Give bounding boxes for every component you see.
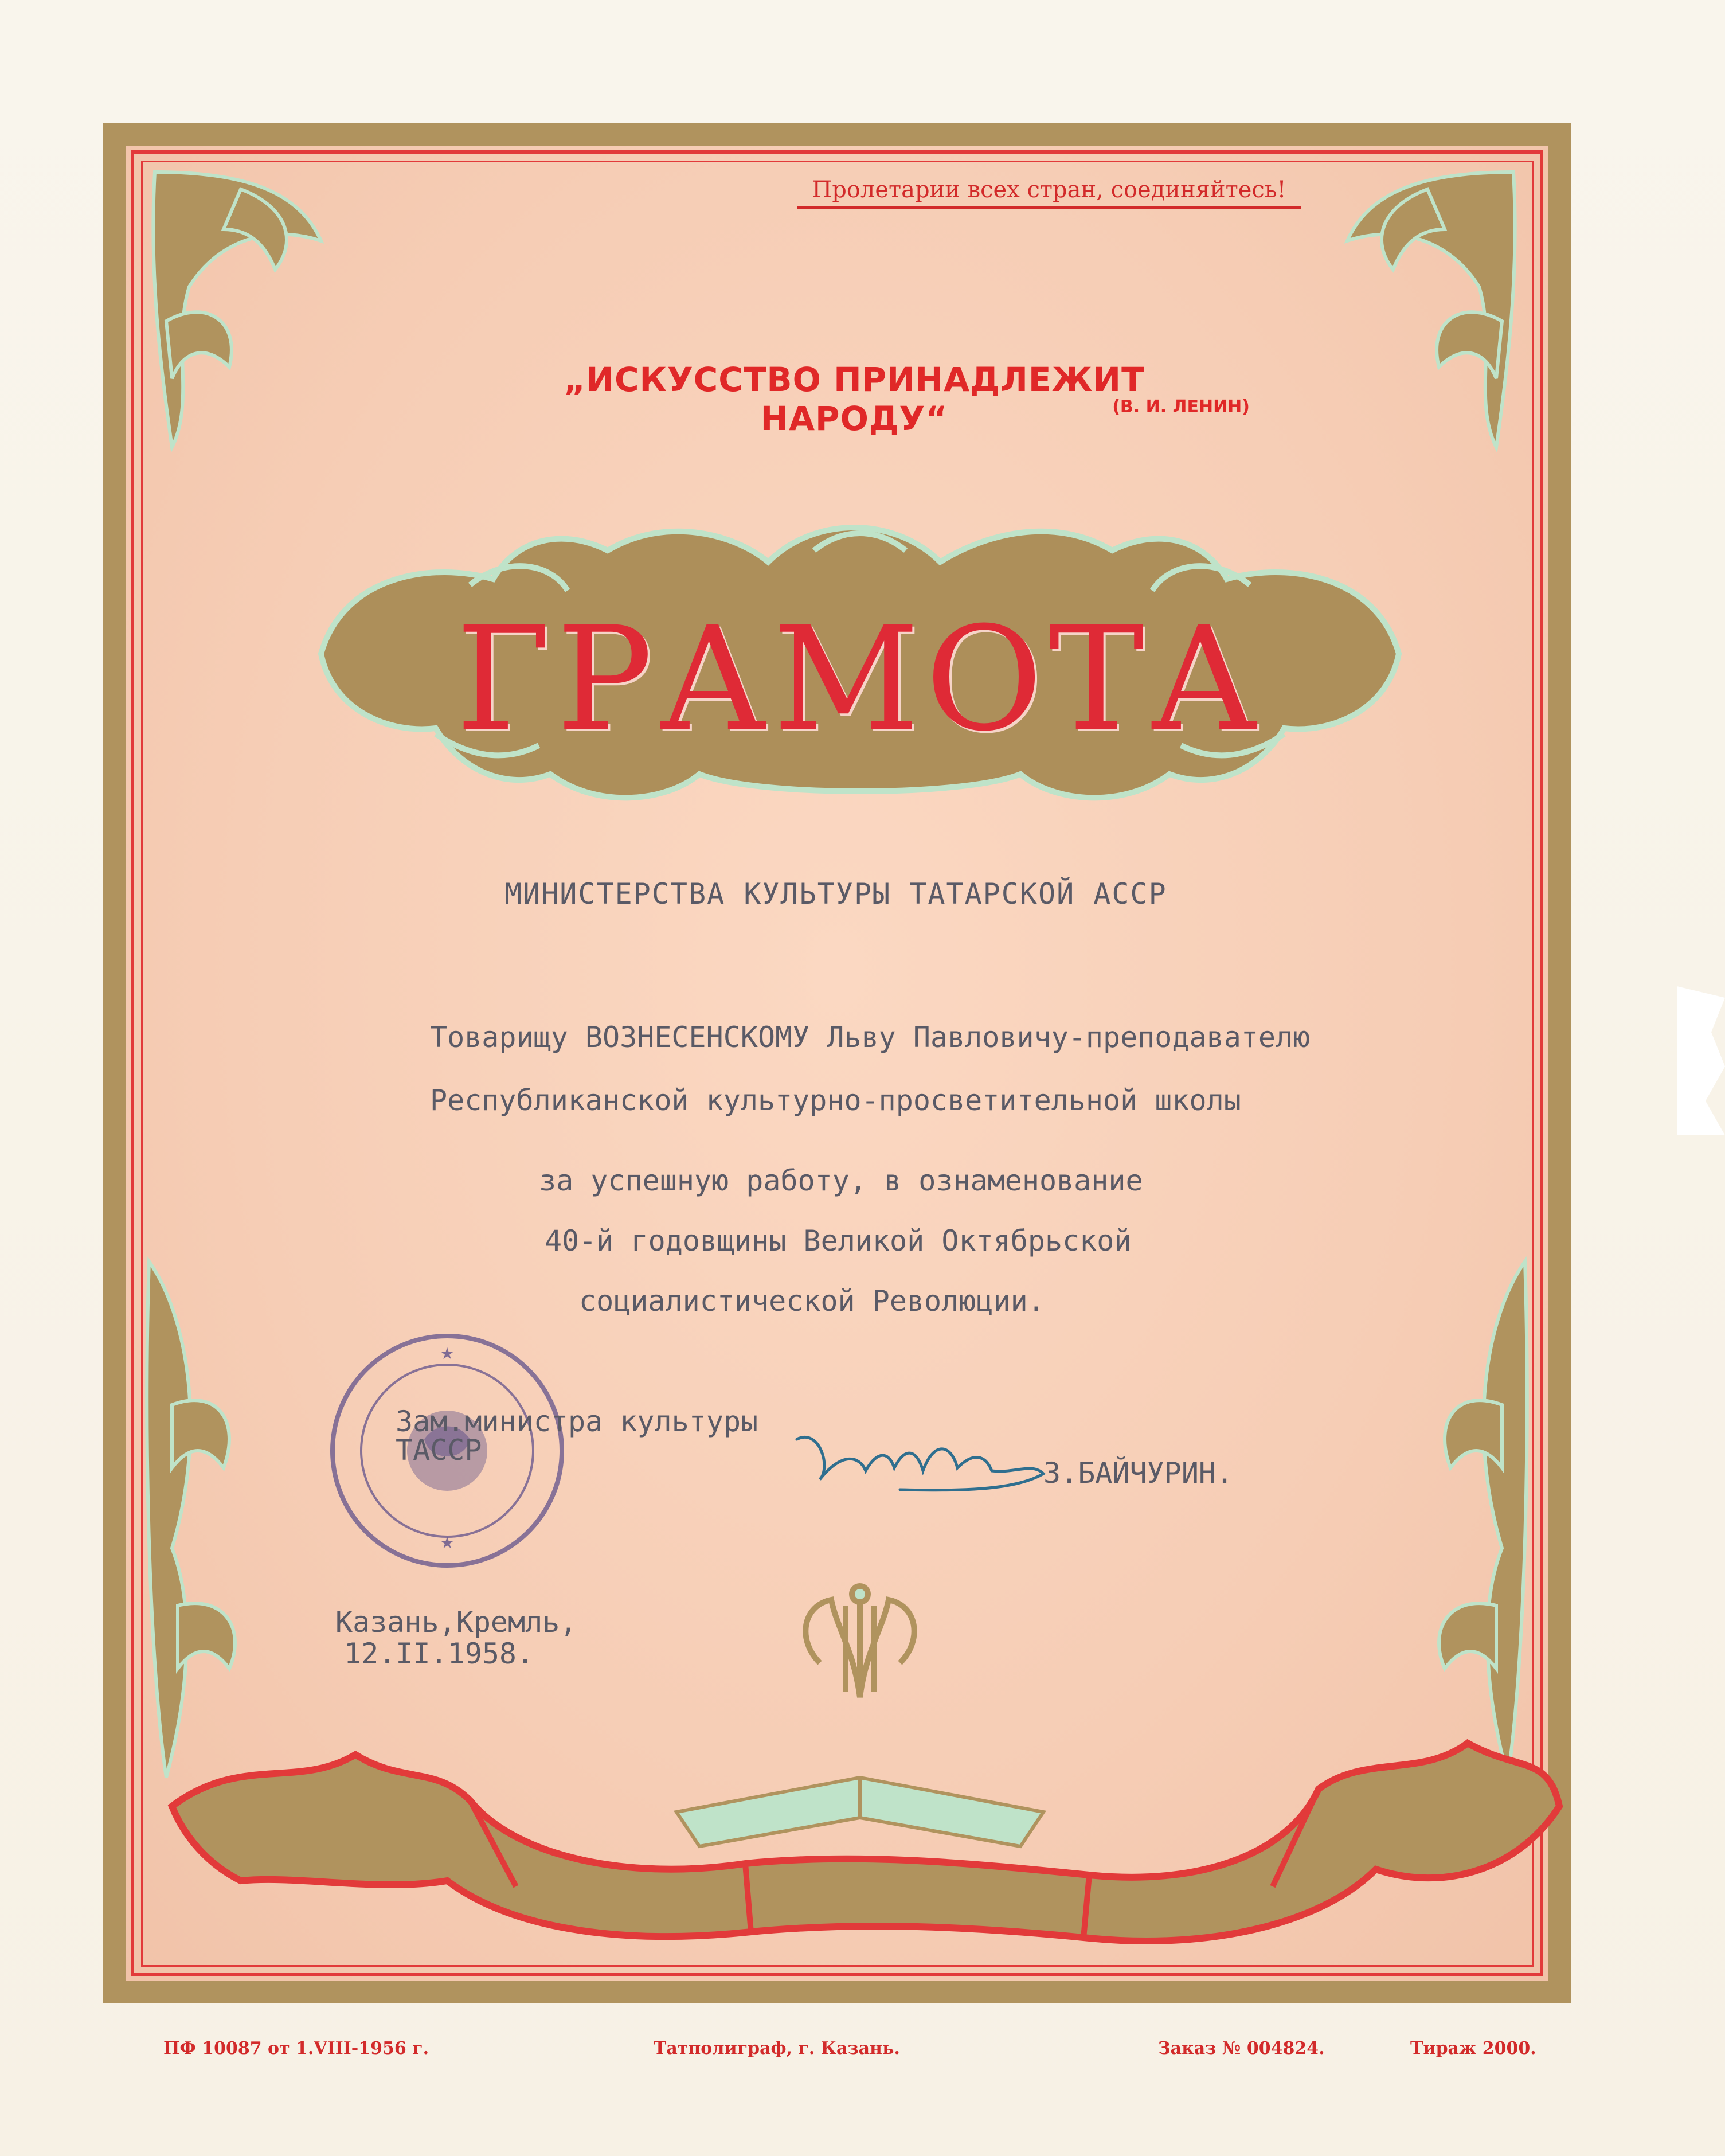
signatory-name: З.БАЙЧУРИН. [1043,1456,1234,1490]
issuer-line: МИНИСТЕРСТВА КУЛЬТУРЫ ТАТАРСКОЙ АССР [504,877,1167,911]
certificate-title: ГРАМОТА [455,596,1265,763]
proletarian-slogan: Пролетарии всех стран, соединяйтесь! [797,177,1301,209]
footer-print-run: Тираж 2000. [1410,2038,1536,2059]
reason-line-2: 40-й годовщины Великой Октябрьской [545,1224,1132,1257]
svg-text:★: ★ [440,1533,455,1552]
signatory-role-line-2: ТАССР [396,1434,482,1467]
issue-date: 12.II.1958. [344,1637,534,1670]
lenin-quote: „ИСКУССТВО ПРИНАДЛЕЖИТ НАРОДУ“ [564,360,1145,438]
side-ornament-left-icon [147,1261,235,1778]
corner-ornament-top-left-icon [153,172,321,447]
footer-order-reference: ПФ 10087 от 1.VIII-1956 г. [163,2038,429,2059]
signatory-role-line-1: Зам.министра культуры [396,1405,758,1438]
institution-line: Республиканской культурно-просветительной школы [430,1084,1241,1117]
handwritten-signature-icon [785,1416,1049,1497]
lyre-icon [805,1586,914,1697]
ribbon-banner-icon [172,1743,1559,1941]
svg-text:★: ★ [440,1344,455,1363]
recipient-line: Товарищу ВОЗНЕСЕНСКОМУ Льву Павловичу-преподавателю [430,1021,1311,1054]
side-ornament-right-icon [1439,1261,1527,1778]
torn-edge-icon [1677,986,1725,1135]
footer-printer: Татполиграф, г. Казань. [654,2038,900,2059]
corner-ornament-top-right-icon [1347,172,1515,447]
open-book-icon [676,1778,1043,1846]
reason-line-1: за успешную работу, в ознаменование [539,1164,1143,1197]
footer-order-number: Заказ № 004824. [1158,2038,1325,2059]
reason-line-3: социалистической Революции. [579,1284,1045,1318]
issue-place: Казань,Кремль, [335,1606,577,1639]
quote-author: (В. И. ЛЕНИН) [1112,397,1250,417]
